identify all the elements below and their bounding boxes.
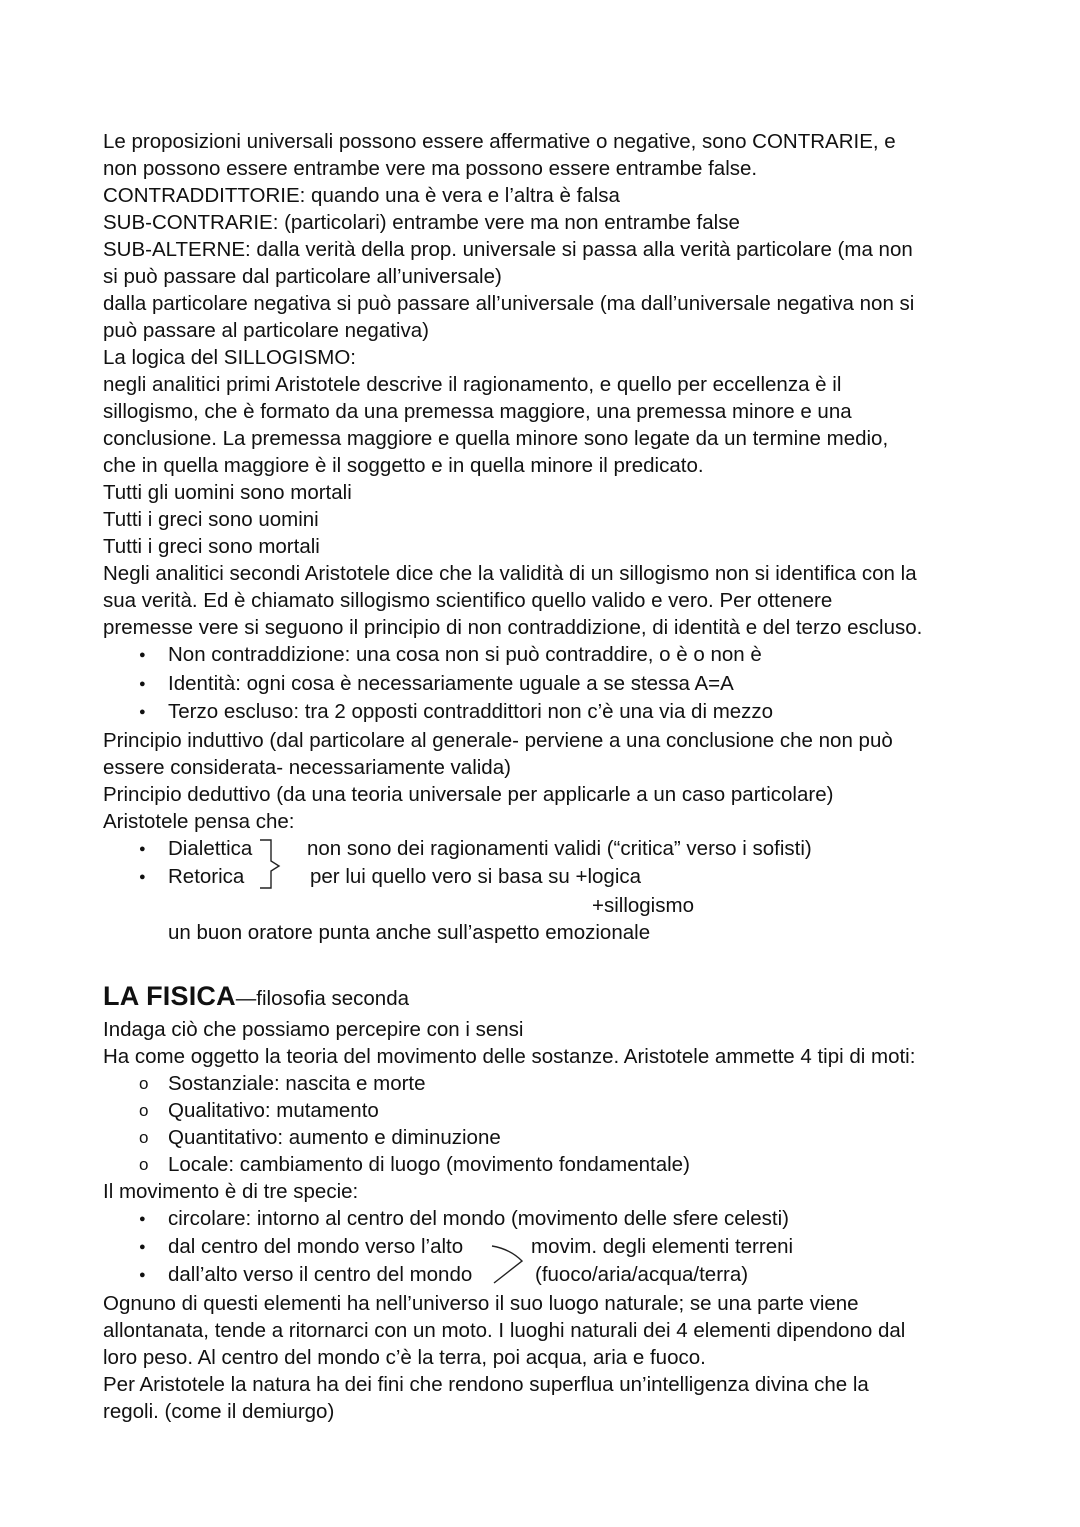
paragraph-line: regoli. (come il demiurgo) <box>103 1400 335 1423</box>
syllogism-minor: Tutti i greci sono uomini <box>103 508 319 531</box>
paragraph-line: negli analitici primi Aristotele descrive il ragionamento, e quello per eccellenza è il <box>103 373 842 396</box>
arts-note-line: +sillogismo <box>592 893 694 917</box>
paragraph-line: Indaga ciò che possiamo percepire con i sensi <box>103 1017 524 1041</box>
art-item-dialettica: ● Dialettica <box>103 835 252 864</box>
species-item: ● dall’alto verso il centro del mondo <box>103 1261 472 1290</box>
paragraph-line: essere considerata- necessariamente valida) <box>103 755 511 779</box>
paragraph-line: non possono essere entrambe vere ma possono essere entrambe false. <box>103 157 758 180</box>
section-label: La logica del SILLOGISMO: <box>103 346 356 369</box>
paragraph-line: Ha come oggetto la teoria del movimento delle sostanze. Aristotele ammette 4 tipi di moti: <box>103 1044 916 1068</box>
brace-icon <box>257 839 291 889</box>
syllogism-conclusion: Tutti i greci sono mortali <box>103 535 320 558</box>
paragraph-line: Principio deduttivo (da una teoria universale per applicarle a un caso particolare) <box>103 782 834 806</box>
motion-item: o Sostanziale: nascita e morte <box>103 1070 1003 1097</box>
paragraph-line: Le proposizioni universali possono essere affermative o negative, sono CONTRARIE, e <box>103 130 896 153</box>
paragraph-line: si può passare dal particolare all’universale) <box>103 265 502 288</box>
paragraph-line: allontanata, tende a ritornarci con un moto. I luoghi naturali dei 4 elementi dipendono dal <box>103 1319 906 1342</box>
syllogism-major: Tutti gli uomini sono mortali <box>103 481 352 504</box>
paragraph-line: Principio induttivo (dal particolare al generale- perviene a una conclusione che non può <box>103 728 893 752</box>
paragraph-line: Ognuno di questi elementi ha nell’universo il suo luogo naturale; se una parte viene <box>103 1292 859 1315</box>
section-heading <box>103 979 1003 1016</box>
motion-item: o Locale: cambiamento di luogo (movimento fondamentale) <box>103 1151 1003 1178</box>
paragraph-line: conclusione. La premessa maggiore e quella minore sono legate da un termine medio, <box>103 427 889 450</box>
section-title: LA FISICA <box>103 980 236 1011</box>
arts-note-line: per lui quello vero si basa su +logica <box>310 864 642 888</box>
paragraph-line: SUB-CONTRARIE: (particolari) entrambe vere ma non entrambe false <box>103 211 740 234</box>
art-item-retorica: ● Retorica <box>103 863 244 892</box>
species-note-line: (fuoco/aria/acqua/terra) <box>535 1263 749 1286</box>
principle-item: ● Identità: ogni cosa è necessariamente uguale a se stessa A=A <box>103 670 1003 699</box>
principle-item: ● Non contraddizione: una cosa non si può contraddire, o è o non è <box>103 641 1003 670</box>
paragraph-line: sillogismo, che è formato da una premessa maggiore, una premessa minore e una <box>103 400 852 423</box>
paragraph-line: SUB-ALTERNE: dalla verità della prop. universale si passa alla verità particolare (ma non <box>103 238 913 261</box>
paragraph-line: sua verità. Ed è chiamato sillogismo scientifico quello valido e vero. Per ottenere <box>103 589 833 612</box>
principle-item: ● Terzo escluso: tra 2 opposti contraddittori non c’è una via di mezzo <box>103 698 1003 727</box>
species-item: ● dal centro del mondo verso l’alto <box>103 1233 463 1262</box>
section-subtitle: —filosofia seconda <box>235 986 410 1010</box>
arts-note-line: non sono dei ragionamenti validi (“critica” verso i sofisti) <box>307 836 812 860</box>
arts-group <box>103 835 1003 892</box>
paragraph-line: CONTRADDITTORIE: quando una è vera e l’altra è falsa <box>103 184 620 207</box>
motion-item: o Quantitativo: aumento e diminuzione <box>103 1124 1003 1151</box>
species-group <box>103 1233 1003 1290</box>
motion-item: o Qualitativo: mutamento <box>103 1097 1003 1124</box>
species-item: ● circolare: intorno al centro del mondo (movimento delle sfere celesti) <box>103 1205 1003 1234</box>
orator-note: un buon oratore punta anche sull’aspetto emozionale <box>168 920 651 944</box>
paragraph-line: può passare al particolare negativa) <box>103 319 429 342</box>
paragraph-line: dalla particolare negativa si può passare all’universale (ma dall’universale negativa non si <box>103 292 915 315</box>
paragraph-line: Per Aristotele la natura ha dei fini che rendono superflua un’intelligenza divina che la <box>103 1373 869 1396</box>
paragraph-line: premesse vere si seguono il principio di non contraddizione, di identità e del terzo escluso. <box>103 616 923 639</box>
paragraph-line: loro peso. Al centro del mondo c’è la terra, poi acqua, aria e fuoco. <box>103 1346 706 1369</box>
text-column <box>103 128 1003 1425</box>
paragraph-line: che in quella maggiore è il soggetto e in quella minore il predicato. <box>103 454 704 477</box>
paragraph-line: Il movimento è di tre specie: <box>103 1179 359 1203</box>
paragraph-line: Negli analitici secondi Aristotele dice che la validità di un sillogismo non si identifica con la <box>103 562 917 585</box>
converging-arrow-icon <box>490 1243 526 1285</box>
species-note-line: movim. degli elementi terreni <box>531 1235 794 1258</box>
paragraph-line: Aristotele pensa che: <box>103 809 295 833</box>
